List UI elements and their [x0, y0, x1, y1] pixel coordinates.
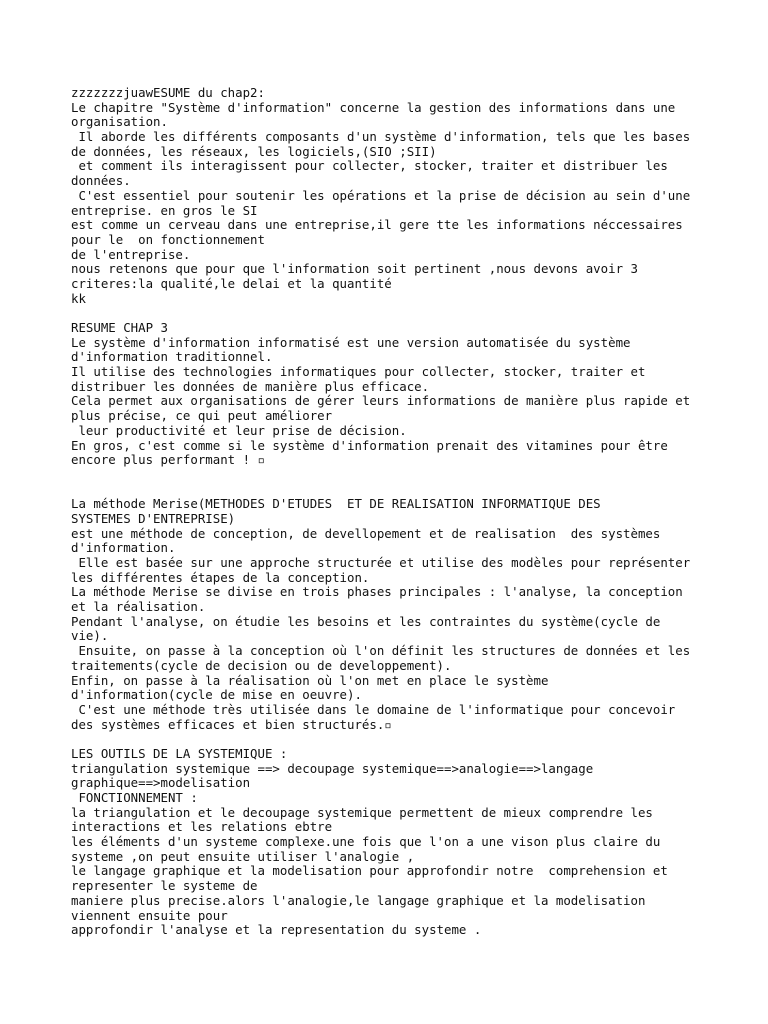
text-line: Il aborde les différents composants d'un système d'information, tels que les bases [71, 129, 691, 145]
text-line: données. [71, 173, 131, 189]
text-line: viennent ensuite pour [71, 907, 228, 923]
text-line: Il utilise des technologies informatiques pour collecter, stocker, traiter et [71, 364, 646, 380]
section-heading: LES OUTILS DE LA SYSTEMIQUE : [71, 745, 288, 761]
text-line: SYSTEMES D'ENTREPRISE) [71, 510, 236, 526]
text-line: C'est une méthode très utilisée dans le domaine de l'informatique pour concevoir [71, 701, 676, 717]
text-line: kk [71, 290, 86, 306]
text-line: Pendant l'analyse, on étudie les besoins et les contraintes du système(cycle de [71, 613, 661, 629]
text-line: Le système d'information informatisé est une version automatisée du système [71, 334, 631, 350]
text-line: distribuer les données de manière plus efficace. [71, 378, 430, 394]
text-line: zzzzzzzjuawESUME du chap2: [71, 85, 265, 100]
text-line: Enfin, on passe à la réalisation où l'on met en place le système [71, 672, 549, 688]
text-line: nous retenons que pour que l'information soit pertinent ,nous devons avoir 3 [71, 261, 638, 277]
text-line: et la réalisation. [71, 599, 206, 615]
text-line: le langage graphique et la modelisation pour approfondir notre comprehension et [71, 863, 668, 879]
section-systemique-tools [71, 747, 711, 938]
text-line: de données, les réseaux, les logiciels,(SIO ;SII) [71, 143, 437, 159]
section-chap3-summary [71, 321, 711, 468]
text-line: est comme un cerveau dans une entreprise,il gere tte les informations néccessaires [71, 217, 683, 233]
text-line: interactions et les relations ebtre [71, 819, 333, 835]
text-line: representer le systeme de [71, 878, 258, 894]
text-line: leur productivité et leur prise de décision. [71, 422, 407, 438]
text-line: d'information traditionnel. [71, 349, 273, 365]
text-line: graphique==>modelisation [71, 775, 251, 791]
text-line: maniere plus precise.alors l'analogie,le langage graphique et la modelisation [71, 892, 646, 908]
text-line: est une méthode de conception, de devellopement et de realisation des systèmes [71, 525, 661, 541]
text-line: Elle est basée sur une approche structurée et utilise des modèles pour représenter [71, 555, 691, 570]
text-line: En gros, c'est comme si le système d'information prenait des vitamines pour être [71, 437, 668, 453]
blank-line [71, 468, 711, 483]
text-line: la triangulation et le decoupage systemique permettent de mieux comprendre les [71, 804, 653, 820]
section-heading: RESUME CHAP 3 [71, 320, 168, 335]
text-line: entreprise. en gros le SI [71, 202, 258, 218]
text-line: systeme ,on peut ensuite utiliser l'analogie , [71, 848, 415, 864]
text-line: La méthode Merise se divise en trois phases principales : l'analyse, la conception [71, 584, 683, 600]
text-line: les éléments d'un systeme complexe.une fois que l'on a une vison plus claire du [71, 834, 661, 850]
document-body [71, 86, 711, 938]
text-line: plus précise, ce qui peut améliorer [71, 408, 333, 424]
section-merise [71, 497, 711, 732]
text-line: des systèmes efficaces et bien structurés.▫ [71, 716, 392, 732]
text-line: les différentes étapes de la conception. [71, 569, 370, 585]
text-line: C'est essentiel pour soutenir les opérations et la prise de décision au sein d'une [71, 187, 691, 203]
section-heading: La méthode Merise(METHODES D'ETUDES ET DE REALISATION INFORMATIQUE DES [71, 496, 601, 512]
subheading: FONCTIONNEMENT : [71, 790, 198, 805]
text-line: triangulation systemique ==> decoupage systemique==>analogie==>langage [71, 760, 594, 776]
text-line: Le chapitre "Système d'information" concerne la gestion des informations dans une [71, 99, 676, 115]
text-line: vie). [71, 628, 109, 644]
section-chap2-summary [71, 86, 711, 306]
text-line: d'information(cycle de mise en oeuvre). [71, 687, 362, 703]
text-line: organisation. [71, 114, 168, 130]
text-line: criteres:la qualité,le delai et la quantité [71, 275, 392, 291]
text-line: pour le on fonctionnement [71, 231, 265, 247]
blank-line [71, 483, 711, 498]
text-line: d'information. [71, 540, 176, 556]
text-line: traitements(cycle de decision ou de developpement). [71, 657, 452, 673]
text-line: de l'entreprise. [71, 246, 191, 262]
blank-line [71, 306, 711, 321]
text-line: Ensuite, on passe à la conception où l'on définit les structures de données et les [71, 643, 691, 659]
text-line: approfondir l'analyse et la representation du systeme . [71, 922, 482, 938]
text-line: et comment ils interagissent pour collecter, stocker, traiter et distribuer les [71, 158, 668, 174]
blank-line [71, 732, 711, 747]
text-line: encore plus performant ! ▫ [71, 452, 265, 468]
text-line: Cela permet aux organisations de gérer leurs informations de manière plus rapide et [71, 393, 691, 409]
